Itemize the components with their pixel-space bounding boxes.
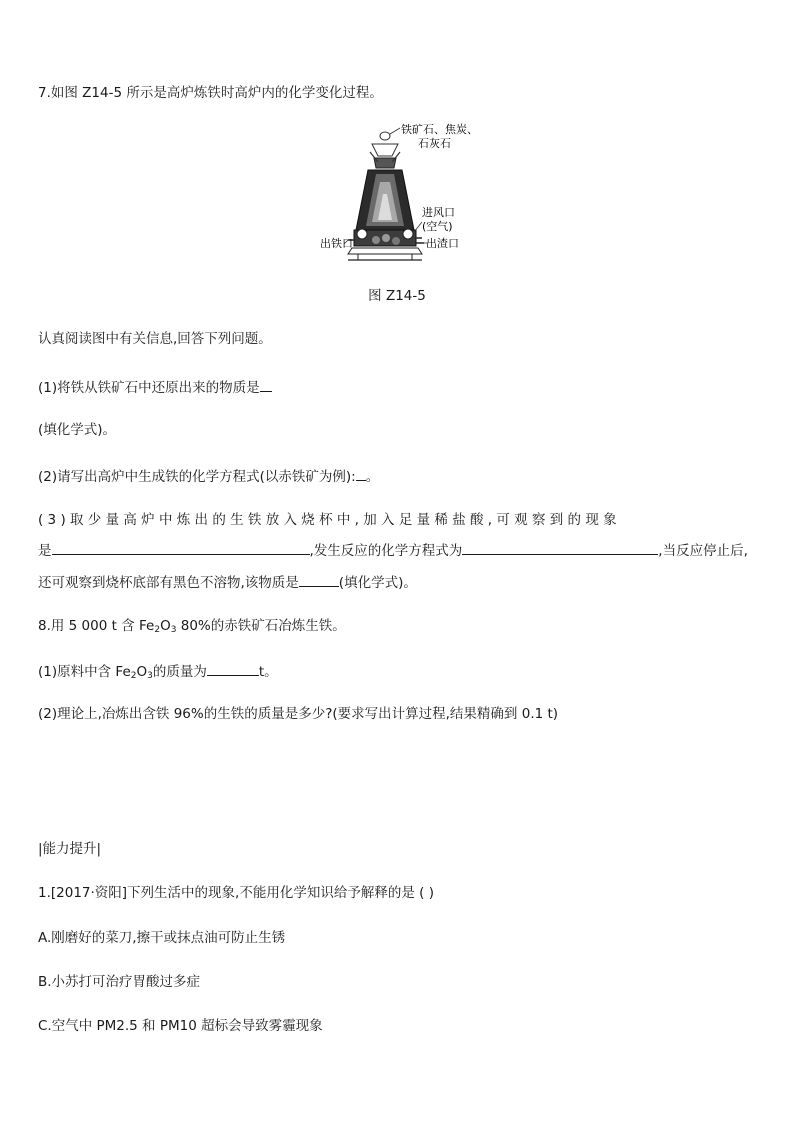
part-1-text: (1)将铁从铁矿石中还原出来的物质是 — [38, 380, 260, 396]
section-title: |能力提升| — [38, 841, 102, 857]
label-raw-materials-2: 石灰石 — [418, 137, 451, 150]
q8-stem-a: 8.用 5 000 t 含 Fe — [38, 618, 155, 634]
question-7-part-2 — [38, 466, 379, 486]
question-7-part-3-line-3 — [38, 572, 417, 592]
part-3-text-b: ,发生反应的化学方程式为 — [309, 543, 463, 559]
answer-blank-4[interactable] — [462, 540, 658, 555]
question-1-option-b[interactable]: B.小苏打可治疗胃酸过多症 — [38, 974, 201, 990]
q8-p1-sub2: 3 — [147, 671, 153, 681]
part-2-text: (2)请写出高炉中生成铁的化学方程式(以赤铁矿为例): — [38, 469, 356, 485]
label-iron-outlet: 出铁口 — [320, 237, 353, 250]
question-8-stem — [38, 617, 346, 639]
q8-p1-sub1: 2 — [130, 671, 137, 681]
question-7-part-3-line-2 — [38, 540, 748, 560]
question-7-part-1-cont: (填化学式)。 — [38, 422, 117, 438]
q8-p1-b: O — [136, 664, 148, 680]
answer-blank-3[interactable] — [52, 540, 310, 555]
label-raw-materials-1: 铁矿石、焦炭、 — [401, 123, 478, 136]
furnace-hopper — [370, 132, 400, 168]
q8-p1-a: (1)原料中含 Fe — [38, 664, 131, 680]
q8-stem-sub2: 3 — [170, 625, 177, 635]
part-2-end: 。 — [365, 469, 380, 485]
part-3-text-c: ,当反应停止后, — [658, 543, 748, 559]
question-1-option-a[interactable]: A.刚磨好的菜刀,擦干或抹点油可防止生锈 — [38, 930, 286, 946]
question-1-stem: 1.[2017·资阳]下列生活中的现象,不能用化学知识给予解释的是 ( ) — [38, 885, 434, 901]
q8-stem-b: O — [160, 618, 171, 634]
part-3-text-e: (填化学式)。 — [338, 575, 417, 591]
furnace-bottom — [348, 229, 424, 260]
q8-stem-sub1: 2 — [154, 625, 161, 635]
label-slag-outlet: 出渣口 — [426, 237, 459, 250]
q8-stem-c: 80%的赤铁矿石冶炼生铁。 — [176, 618, 346, 634]
q8-p1-d: t。 — [258, 664, 278, 680]
figure-caption: 图 Z14-5 — [368, 288, 426, 304]
question-8-part-2: (2)理论上,冶炼出含铁 96%的生铁的质量是多少?(要求写出计算过程,结果精确到 0.1 t) — [38, 706, 559, 722]
part-3-text-d: 还可观察到烧杯底部有黑色不溶物,该物质是 — [38, 575, 299, 591]
question-7-stem: 7.如图 Z14-5 所示是高炉炼铁时高炉内的化学变化过程。 — [38, 85, 383, 101]
blast-furnace-figure — [318, 122, 488, 267]
question-7-part-3-line-1: ( 3 ) 取 少 量 高 炉 中 炼 出 的 生 铁 放 入 烧 杯 中 , 加 入 足 量 稀 盐 酸 , 可 观 察 到 的 现 象 — [38, 512, 617, 528]
question-7-intro: 认真阅读图中有关信息,回答下列问题。 — [38, 331, 272, 347]
answer-blank-2[interactable] — [356, 466, 366, 481]
answer-blank-1[interactable] — [260, 377, 272, 392]
part-3-text-a: 是 — [38, 543, 52, 559]
question-7-part-1 — [38, 377, 272, 397]
answer-blank-6[interactable] — [207, 661, 259, 676]
question-1-option-c[interactable]: C.空气中 PM2.5 和 PM10 超标会导致雾霾现象 — [38, 1018, 323, 1034]
question-8-part-1 — [38, 661, 278, 685]
furnace-body — [356, 170, 414, 230]
answer-blank-5[interactable] — [299, 572, 339, 587]
q8-p1-c: 的质量为 — [152, 664, 207, 680]
label-air-inlet-2: (空气) — [422, 220, 453, 233]
label-air-inlet-1: 进风口 — [422, 206, 455, 219]
